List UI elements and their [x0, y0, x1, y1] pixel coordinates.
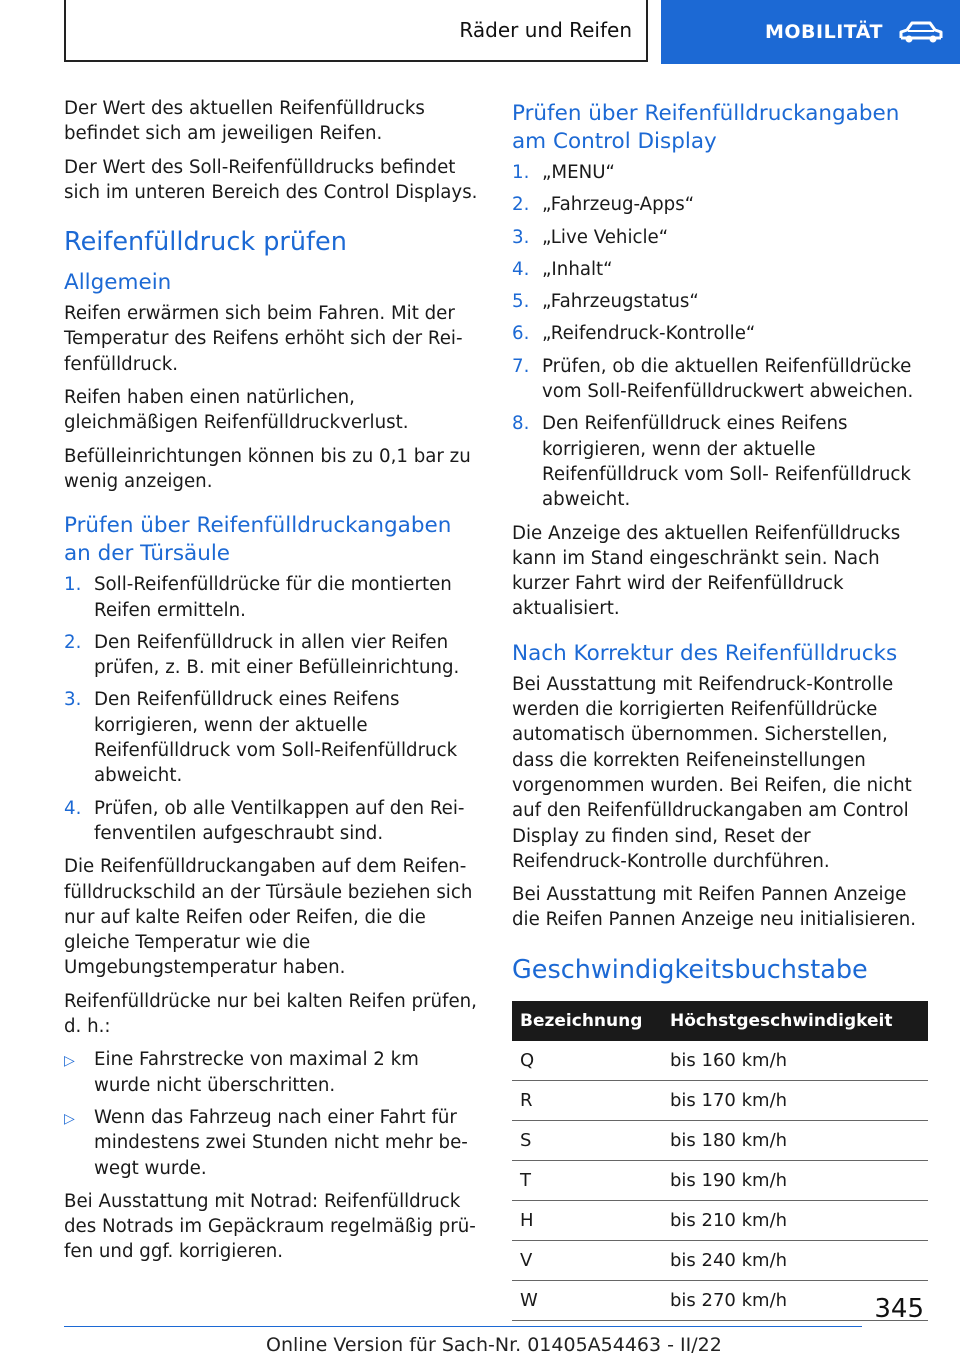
step-number: 8.	[512, 413, 530, 435]
left-column	[64, 96, 480, 1273]
step-text: „Reifendruck-Kontrolle“	[542, 323, 756, 345]
paragraph: Befülleinrichtungen können bis zu 0,1 bar zu wenig anzeigen.	[64, 445, 471, 492]
table-cell: T	[512, 1160, 662, 1200]
table-row	[512, 1120, 928, 1160]
table-cell: H	[512, 1200, 662, 1240]
paragraph: Reifen erwärmen sich beim Fahren. Mit der Temperatur des Reifens erhöht sich der Reifenfülldruck.	[64, 303, 463, 375]
bullet-list	[64, 1047, 480, 1180]
step-number: 3.	[64, 689, 82, 711]
step-number: 2.	[512, 194, 530, 216]
heading-korrektur: Nach Korrektur des Reifenfülldrucks	[512, 640, 898, 666]
step-number: 4.	[64, 797, 82, 819]
bullet-text: Wenn das Fahrzeug nach einer Fahrt für mindestens zwei Stunden nicht mehr bewegt wurde.	[94, 1106, 468, 1179]
table-cell: bis 210 km/h	[662, 1200, 928, 1240]
table-cell: V	[512, 1240, 662, 1280]
step-number: 4.	[512, 258, 530, 280]
table-row	[512, 1160, 928, 1200]
list-item	[512, 289, 928, 314]
section-header-tab	[64, 0, 648, 62]
table-cell: bis 180 km/h	[662, 1120, 928, 1160]
section-title: Räder und Reifen	[459, 18, 632, 42]
table-row	[512, 1041, 928, 1081]
table-cell: R	[512, 1080, 662, 1120]
table-row	[512, 1240, 928, 1280]
list-item	[64, 1047, 480, 1098]
paragraph: Bei Ausstattung mit Reifendruck-Kontrolle werden die korrigierten Reifenfülldrücke automatisch übernommen. Sicherstellen, dass die korrekten Reifeneinstellungen vorgenommen wurden. Bei Reifen, die nicht auf den Reifenfülldruckangaben am Control Display zu finden sind, Reset der Reifendruck-Kontrolle durchführen.	[512, 673, 912, 872]
step-text: „Fahrzeug-Apps“	[542, 194, 695, 216]
heading-control-display: Prüfen über Reifenfülldruckangaben am Control Display	[512, 101, 900, 154]
column-header: Bezeichnung	[512, 1001, 662, 1041]
footer-text: Online Version für Sach-Nr. 01405A54463 - II/22	[266, 1334, 722, 1356]
triangle-bullet-icon: ▷	[64, 1110, 75, 1127]
step-text: Prüfen, ob alle Ventilkappen auf den Reifenventilen aufgeschraubt sind.	[94, 797, 465, 844]
step-number: 3.	[512, 226, 530, 248]
table-cell: S	[512, 1120, 662, 1160]
table-row	[512, 1080, 928, 1120]
column-header: Höchstgeschwindigkeit	[662, 1001, 928, 1041]
step-number: 2.	[64, 631, 82, 653]
table-header-row	[512, 1001, 928, 1041]
list-item	[512, 257, 928, 282]
chapter-title: MOBILITÄT	[765, 21, 883, 43]
table-row	[512, 1200, 928, 1240]
list-item	[512, 192, 928, 217]
paragraph: Bei Ausstattung mit Reifen Pannen Anzeige die Reifen Pannen Anzeige neu initialisieren.	[512, 884, 917, 931]
step-text: Soll-Reifenfülldrücke für die montierten Reifen ermitteln.	[94, 574, 452, 621]
list-item	[64, 1105, 480, 1181]
step-number: 7.	[512, 355, 530, 377]
step-text: Den Reifenfülldruck eines Reifens korrigieren, wenn der aktuelle Reifenfülldruck vom Soll- Reifenfülldruck abweicht.	[542, 413, 911, 511]
table-cell: bis 160 km/h	[662, 1041, 928, 1081]
step-text: „Fahrzeugstatus“	[542, 291, 699, 313]
step-text: Den Reifenfülldruck in allen vier Reifen prüfen, z. B. mit einer Befülleinrichtung.	[94, 631, 460, 679]
list-item	[64, 572, 480, 623]
step-number: 6.	[512, 323, 530, 345]
triangle-bullet-icon: ▷	[64, 1053, 75, 1070]
step-text: „Inhalt“	[542, 258, 613, 280]
heading-geschwindigkeitsbuchstabe: Geschwindigkeitsbuchstabe	[512, 954, 868, 985]
step-number: 5.	[512, 291, 530, 313]
table-cell: Q	[512, 1041, 662, 1081]
chapter-header	[661, 0, 960, 64]
paragraph: Die Reifenfülldruckangaben auf dem Reifenfülldruckschild an der Türsäule beziehen sich nur auf kalte Reifen oder Reifen, die die gleiche Temperatur wie die Umgebungstemperatur haben.	[64, 856, 473, 979]
step-text: „Live Vehicle“	[542, 226, 669, 248]
table-cell: bis 240 km/h	[662, 1240, 928, 1280]
list-item	[512, 225, 928, 250]
bullet-text: Eine Fahrstrecke von maximal 2 km wurde nicht überschritten.	[94, 1049, 419, 1096]
list-item	[64, 687, 480, 788]
list-item	[64, 630, 480, 681]
right-column	[512, 96, 928, 1321]
table-cell: bis 170 km/h	[662, 1080, 928, 1120]
step-text: Den Reifenfülldruck eines Reifens korrigieren, wenn der aktuelle Reifenfülldruck vom Soll-Reifenfülldruck abweicht.	[94, 689, 458, 787]
paragraph: Bei Ausstattung mit Notrad: Reifenfülldruck des Notrads im Gepäckraum regelmäßig prüfen und ggf. korrigieren.	[64, 1190, 476, 1263]
table-row	[512, 1280, 928, 1320]
steps-list-tursaule	[64, 572, 480, 846]
car-icon	[897, 18, 945, 46]
heading-reifenfulldruck-prufen: Reifenfülldruck prüfen	[64, 227, 347, 258]
heading-allgemein: Allgemein	[64, 270, 172, 296]
paragraph: Reifen haben einen natürlichen, gleichmäßigen Reifenfülldruckverlust.	[64, 387, 409, 434]
page-number: 345	[874, 1294, 924, 1324]
list-item	[512, 160, 928, 185]
footer-divider	[64, 1326, 862, 1327]
list-item	[512, 411, 928, 512]
list-item	[512, 354, 928, 405]
intro-paragraph: Der Wert des Soll-Reifenfülldrucks befindet sich im unteren Bereich des Control Displays.	[64, 156, 478, 203]
step-text: Prüfen, ob die aktuellen Reifenfülldrücke vom Soll-Reifenfülldruckwert abweichen.	[542, 355, 914, 403]
paragraph: Reifenfülldrücke nur bei kalten Reifen prüfen, d. h.:	[64, 990, 477, 1038]
speed-table	[512, 1001, 928, 1321]
steps-list-display	[512, 160, 928, 513]
table-cell: bis 190 km/h	[662, 1160, 928, 1200]
list-item	[64, 796, 480, 847]
paragraph: Die Anzeige des aktuellen Reifenfülldrucks kann im Stand eingeschränkt sein. Nach kurzer Fahrt wird der Reifenfülldruck aktualisiert.	[512, 522, 901, 620]
intro-paragraph: Der Wert des aktuellen Reifenfülldrucks befindet sich am jeweiligen Reifen.	[64, 98, 425, 145]
step-text: „MENU“	[542, 162, 615, 183]
step-number: 1.	[64, 574, 82, 596]
heading-tursaule: Prüfen über Reifenfülldruckangaben an der Türsäule	[64, 513, 452, 567]
step-number: 1.	[512, 162, 530, 183]
table-cell: bis 270 km/h	[662, 1280, 928, 1320]
table-cell: W	[512, 1280, 662, 1320]
list-item	[512, 321, 928, 346]
